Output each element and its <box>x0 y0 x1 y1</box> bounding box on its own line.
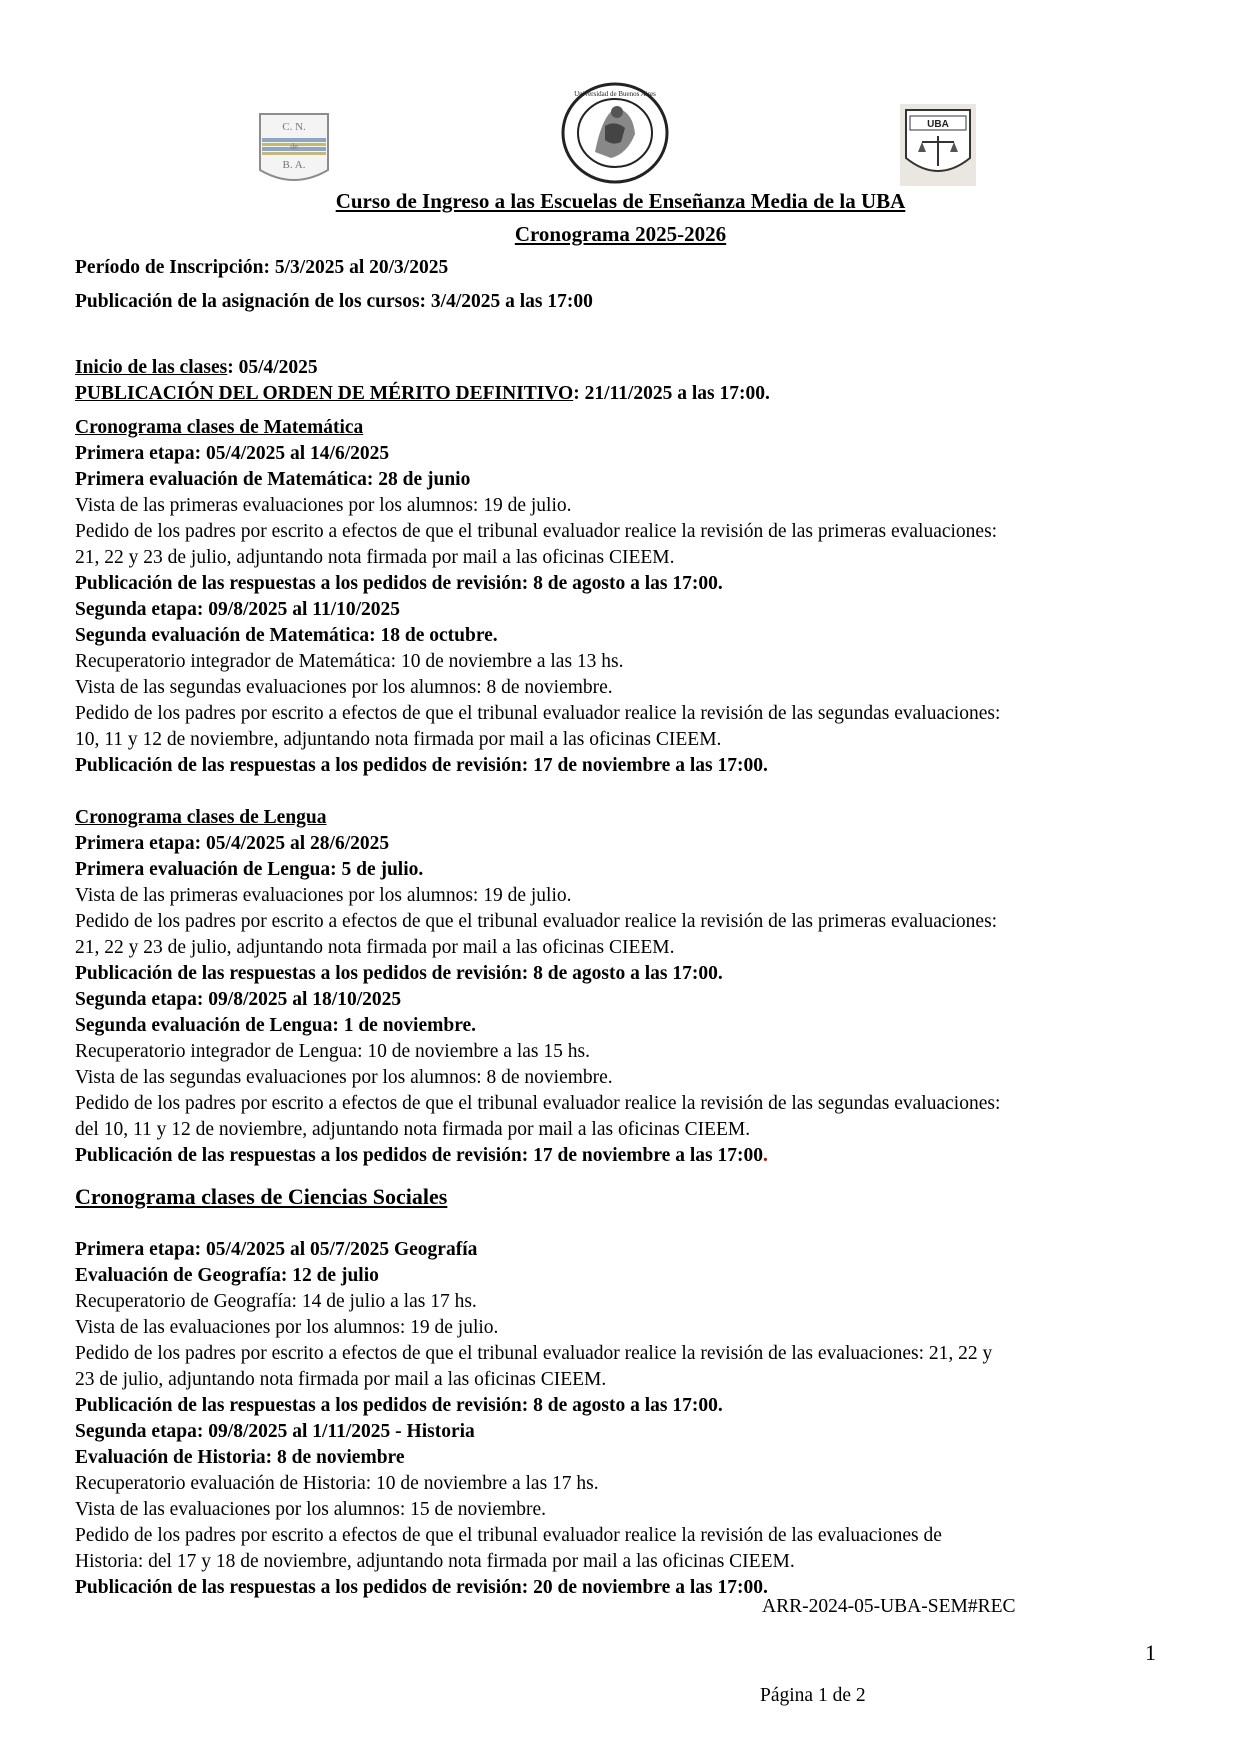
language-line: Vista de las segundas evaluaciones por los alumnos: 8 de noviembre. <box>75 1067 613 1088</box>
math-line: Primera evaluación de Matemática: 28 de junio <box>75 469 471 490</box>
language-line: Primera evaluación de Lengua: 5 de julio. <box>75 859 424 880</box>
math-line: Pedido de los padres por escrito a efectos de que el tribunal evaluador realice la revisión de las primeras evaluaciones: <box>75 521 998 542</box>
merit-order-value: : 21/11/2025 a las 17:00. <box>573 383 770 404</box>
math-line: Vista de las segundas evaluaciones por los alumnos: 8 de noviembre. <box>75 677 613 698</box>
social-sciences-line: Pedido de los padres por escrito a efectos de que el tribunal evaluador realice la revisión de las evaluaciones: 21, 22 y <box>75 1343 993 1364</box>
class-start-label: Inicio de las clases <box>75 357 228 378</box>
language-line: Pedido de los padres por escrito a efectos de que el tribunal evaluador realice la revisión de las primeras evaluaciones: <box>75 911 998 932</box>
document-body <box>75 255 1175 1601</box>
language-line <box>75 1143 1175 1169</box>
social-sciences-line: Segunda etapa: 09/8/2025 al 1/11/2025 - Historia <box>75 1421 475 1442</box>
uba-seal-logo <box>555 82 675 184</box>
language-schedule-section <box>75 805 1175 1169</box>
cnba-logo-line3: B. A. <box>282 159 306 171</box>
language-line-text: Publicación de las respuestas a los pedidos de revisión: 17 de noviembre a las 17:00 <box>75 1145 763 1166</box>
document-title: Curso de Ingreso a las Escuelas de Enseñanza Media de la UBA <box>335 189 906 213</box>
social-sciences-line: Vista de las evaluaciones por los alumnos: 19 de julio. <box>75 1317 499 1338</box>
page-number: 1 <box>1145 1640 1156 1665</box>
document-subtitle: Cronograma 2025-2026 <box>514 222 727 246</box>
math-line: 10, 11 y 12 de noviembre, adjuntando nota firmada por mail a las oficinas CIEEM. <box>75 729 722 750</box>
derecho-emblem-text: UBA <box>927 119 949 130</box>
social-sciences-schedule-section <box>75 1183 1175 1601</box>
inscription-period: Período de Inscripción: 5/3/2025 al 20/3/2025 <box>75 257 449 278</box>
cnba-logo-line2: de <box>290 142 298 151</box>
language-line: Recuperatorio integrador de Lengua: 10 de noviembre a las 15 hs. <box>75 1041 590 1062</box>
social-sciences-line: Publicación de las respuestas a los pedidos de revisión: 20 de noviembre a las 17:00. <box>75 1577 768 1598</box>
math-line: Vista de las primeras evaluaciones por los alumnos: 19 de julio. <box>75 495 572 516</box>
social-sciences-line: Historia: del 17 y 18 de noviembre, adjuntando nota firmada por mail a las oficinas CIEEM. <box>75 1551 795 1572</box>
language-heading: Cronograma clases de Lengua <box>75 807 327 828</box>
language-line: Publicación de las respuestas a los pedidos de revisión: 8 de agosto a las 17:00. <box>75 963 723 984</box>
language-line: Segunda evaluación de Lengua: 1 de noviembre. <box>75 1015 477 1036</box>
math-line: Primera etapa: 05/4/2025 al 14/6/2025 <box>75 443 390 464</box>
math-line: Pedido de los padres por escrito a efectos de que el tribunal evaluador realice la revisión de las segundas evaluaciones: <box>75 703 1001 724</box>
math-line: Segunda evaluación de Matemática: 18 de octubre. <box>75 625 498 646</box>
merit-order-label: PUBLICACIÓN DEL ORDEN DE MÉRITO DEFINITIVO <box>75 383 574 404</box>
social-sciences-line: Primera etapa: 05/4/2025 al 05/7/2025 Geografía <box>75 1239 478 1260</box>
class-start-value: : 05/4/2025 <box>227 357 318 378</box>
social-sciences-line: Recuperatorio evaluación de Historia: 10 de noviembre a las 17 hs. <box>75 1473 599 1494</box>
language-line: Vista de las primeras evaluaciones por los alumnos: 19 de julio. <box>75 885 572 906</box>
document-stamp-id: ARR-2024-05-UBA-SEM#REC <box>762 1596 1016 1617</box>
social-sciences-line: Pedido de los padres por escrito a efectos de que el tribunal evaluador realice la revisión de las evaluaciones de <box>75 1525 942 1546</box>
merit-order-line <box>75 381 1175 407</box>
social-sciences-line: Evaluación de Historia: 8 de noviembre <box>75 1447 405 1468</box>
math-line: Publicación de las respuestas a los pedidos de revisión: 17 de noviembre a las 17:00. <box>75 755 768 776</box>
social-sciences-heading: Cronograma clases de Ciencias Sociales <box>75 1184 448 1209</box>
social-sciences-line: 23 de julio, adjuntando nota firmada por mail a las oficinas CIEEM. <box>75 1369 607 1390</box>
cnba-logo-line1: C. N. <box>282 121 306 133</box>
language-line: Primera etapa: 05/4/2025 al 28/6/2025 <box>75 833 390 854</box>
math-line: Segunda etapa: 09/8/2025 al 11/10/2025 <box>75 599 401 620</box>
social-sciences-line: Evaluación de Geografía: 12 de julio <box>75 1265 379 1286</box>
course-assignment-publication: Publicación de la asignación de los cursos: 3/4/2025 a las 17:00 <box>75 291 593 312</box>
math-line: Recuperatorio integrador de Matemática: 10 de noviembre a las 13 hs. <box>75 651 624 672</box>
social-sciences-line: Recuperatorio de Geografía: 14 de julio a las 17 hs. <box>75 1291 477 1312</box>
language-line: 21, 22 y 23 de julio, adjuntando nota firmada por mail a las oficinas CIEEM. <box>75 937 675 958</box>
cnba-logo <box>258 112 330 186</box>
math-schedule-section <box>75 415 1175 779</box>
social-sciences-line: Publicación de las respuestas a los pedidos de revisión: 8 de agosto a las 17:00. <box>75 1395 723 1416</box>
language-line-period: . <box>762 1145 768 1166</box>
page-footer-label: Página 1 de 2 <box>760 1685 866 1706</box>
math-line: Publicación de las respuestas a los pedidos de revisión: 8 de agosto a las 17:00. <box>75 573 723 594</box>
derecho-emblem-logo <box>900 104 976 186</box>
math-line: 21, 22 y 23 de julio, adjuntando nota firmada por mail a las oficinas CIEEM. <box>75 547 675 568</box>
class-start-line <box>75 355 1175 381</box>
language-line: del 10, 11 y 12 de noviembre, adjuntando nota firmada por mail a las oficinas CIEEM. <box>75 1119 751 1140</box>
uba-seal-text: Universidad de Buenos Aires <box>574 90 656 98</box>
language-line: Pedido de los padres por escrito a efectos de que el tribunal evaluador realice la revisión de las segundas evaluaciones: <box>75 1093 1001 1114</box>
language-line: Segunda etapa: 09/8/2025 al 18/10/2025 <box>75 989 402 1010</box>
social-sciences-line: Vista de las evaluaciones por los alumnos: 15 de noviembre. <box>75 1499 547 1520</box>
math-heading: Cronograma clases de Matemática <box>75 417 364 438</box>
